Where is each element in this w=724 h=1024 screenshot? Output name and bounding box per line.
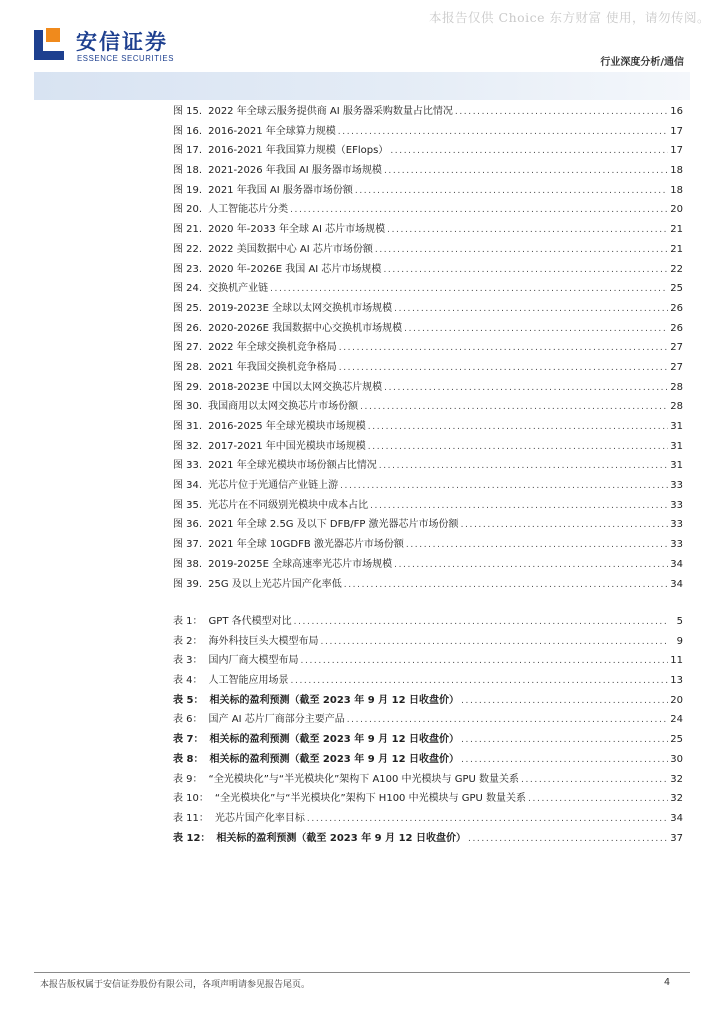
dot-leader — [338, 127, 668, 137]
dot-leader — [344, 580, 669, 590]
entry-number: 表 2： — [173, 635, 203, 647]
entry-page: 33 — [670, 499, 683, 511]
entry-number: 图 37. — [173, 539, 203, 551]
entry-number: 图 25. — [173, 302, 203, 314]
figure-entry[interactable] — [173, 575, 683, 595]
dot-leader — [461, 696, 668, 706]
entry-title: 2016-2021 年全球算力规模 — [208, 125, 336, 137]
dot-leader — [406, 540, 668, 550]
dot-leader — [339, 363, 669, 373]
entry-number: 表 3： — [173, 655, 203, 667]
entry-title: 2022 年全球交换机竞争格局 — [208, 342, 337, 354]
entry-page: 30 — [670, 753, 683, 765]
entry-title: 相关标的盈利预测（截至 2023 年 9 月 12 日收盘价） — [216, 832, 467, 844]
dot-leader — [270, 284, 668, 294]
dot-leader — [461, 735, 668, 745]
dot-leader — [379, 461, 669, 471]
entry-number: 图 28. — [173, 361, 203, 373]
dot-leader — [339, 343, 669, 353]
figure-entry[interactable] — [173, 181, 683, 201]
entry-number: 图 33. — [173, 460, 203, 472]
figure-entry[interactable] — [173, 240, 683, 260]
entry-number: 图 16. — [173, 125, 203, 137]
entry-page: 34 — [670, 812, 683, 824]
footer-divider — [34, 972, 690, 973]
figure-entry[interactable] — [173, 437, 683, 457]
entry-title: 国产 AI 芯片厂商部分主要产品 — [208, 714, 345, 726]
table-entry[interactable] — [173, 829, 683, 849]
entry-page: 22 — [670, 263, 683, 275]
entry-title: “全光模块化”与“半光模块化”架构下 A100 中光模块与 GPU 数量关系 — [208, 773, 520, 785]
dot-leader — [290, 205, 668, 215]
entry-title: 2018-2023E 中国以太网交换芯片规模 — [208, 381, 383, 393]
dot-leader — [390, 146, 668, 156]
entry-title: 人工智能应用场景 — [208, 675, 289, 687]
entry-title: 光芯片在不同级别光模块中成本占比 — [208, 499, 369, 511]
entry-page: 32 — [670, 773, 683, 785]
dot-leader — [461, 520, 669, 530]
dot-leader — [360, 402, 668, 412]
entry-title: 2021 年全球光模块市场份额占比情况 — [208, 460, 377, 472]
entry-page: 18 — [670, 165, 683, 177]
entry-number: 图 18. — [173, 165, 203, 177]
entry-number: 图 21. — [173, 224, 203, 236]
entry-number: 图 35. — [173, 499, 203, 511]
dot-leader — [291, 676, 669, 686]
entry-page: 27 — [670, 361, 683, 373]
entry-page: 26 — [670, 322, 683, 334]
logo-english-name: ESSENCE SECURITIES — [77, 54, 175, 63]
entry-page: 24 — [670, 714, 683, 726]
dot-leader — [394, 560, 668, 570]
dot-leader — [394, 304, 668, 314]
table-entry[interactable] — [173, 671, 683, 691]
entry-page: 31 — [670, 440, 683, 452]
entry-number: 图 24. — [173, 283, 203, 295]
dot-leader — [375, 245, 668, 255]
entry-number: 表 10： — [173, 793, 209, 805]
table-entry[interactable] — [173, 612, 683, 632]
entry-number: 表 12： — [173, 832, 211, 844]
entry-title: 人工智能芯片分类 — [208, 204, 289, 216]
entry-title: 2021 年我国 AI 服务器市场份额 — [208, 184, 353, 196]
entry-title: 相关标的盈利预测（截至 2023 年 9 月 12 日收盘价） — [209, 753, 460, 765]
entry-page: 20 — [670, 204, 683, 216]
table-entry[interactable] — [173, 770, 683, 790]
entry-number: 表 5： — [173, 694, 204, 706]
figure-entry[interactable] — [173, 141, 683, 161]
figure-entry[interactable] — [173, 319, 683, 339]
entry-page: 21 — [670, 224, 683, 236]
entry-page: 20 — [670, 694, 683, 706]
figure-entry[interactable] — [173, 476, 683, 496]
figure-entry[interactable] — [173, 358, 683, 378]
dot-leader — [368, 422, 668, 432]
figure-entry[interactable] — [173, 456, 683, 476]
entry-number: 图 15. — [173, 106, 203, 117]
entry-title: 2022 年全球云服务提供商 AI 服务器采购数量占比情况 — [208, 106, 453, 117]
entry-number: 图 19. — [173, 184, 203, 196]
entry-page: 34 — [670, 578, 683, 590]
entry-number: 图 36. — [173, 519, 203, 531]
entry-title: 光芯片国产化率目标 — [214, 812, 305, 824]
logo-mark-icon — [34, 28, 68, 62]
dot-leader — [384, 383, 668, 393]
dot-leader — [404, 324, 668, 334]
entry-number: 图 39. — [173, 578, 203, 590]
entry-number: 图 23. — [173, 263, 203, 275]
entry-page: 28 — [670, 381, 683, 393]
entry-page: 33 — [670, 519, 683, 531]
entry-page: 11 — [670, 655, 683, 667]
entry-number: 图 17. — [173, 145, 203, 157]
figure-list — [173, 102, 683, 594]
entry-page: 28 — [670, 401, 683, 413]
entry-title: 2017-2021 年中国光模块市场规模 — [208, 440, 366, 452]
figure-entry[interactable] — [173, 122, 683, 142]
figure-entry[interactable] — [173, 397, 683, 417]
dot-leader — [528, 794, 668, 804]
section-label: 行业深度分析/通信 — [600, 57, 684, 68]
dot-leader — [347, 715, 669, 725]
entry-number: 图 22. — [173, 243, 203, 255]
dot-leader — [368, 442, 668, 452]
company-logo — [34, 26, 194, 66]
entry-number: 图 38. — [173, 558, 203, 570]
entry-title: 国内厂商大模型布局 — [208, 655, 299, 667]
entry-page: 9 — [676, 635, 683, 647]
entry-title: 2022 美国数据中心 AI 芯片市场份额 — [208, 243, 373, 255]
table-entry[interactable] — [173, 809, 683, 829]
entry-number: 图 30. — [173, 401, 203, 413]
entry-page: 26 — [670, 302, 683, 314]
entry-title: 2020-2026E 我国数据中心交换机市场规模 — [208, 322, 403, 334]
entry-number: 图 27. — [173, 342, 203, 354]
table-list — [173, 612, 683, 848]
entry-page: 27 — [670, 342, 683, 354]
entry-number: 表 11： — [173, 812, 209, 824]
entry-title: “全光模块化”与“半光模块化”架构下 H100 中光模块与 GPU 数量关系 — [214, 793, 527, 805]
entry-page: 17 — [670, 145, 683, 157]
figure-entry[interactable] — [173, 535, 683, 555]
entry-title: 相关标的盈利预测（截至 2023 年 9 月 12 日收盘价） — [209, 734, 460, 746]
dot-leader — [521, 775, 668, 785]
entry-title: 2021-2026 年我国 AI 服务器市场规模 — [208, 165, 382, 177]
entry-page: 5 — [676, 616, 683, 627]
entry-page: 21 — [670, 243, 683, 255]
figure-entry[interactable] — [173, 279, 683, 299]
figure-entry[interactable] — [173, 161, 683, 181]
entry-title: 2019-2025E 全球高速率光芯片市场规模 — [208, 558, 393, 570]
watermark-text: 本报告仅供 Choice 东方财富 使用，请勿传阅。 — [429, 10, 710, 25]
figure-entry[interactable] — [173, 496, 683, 516]
entry-page: 13 — [670, 675, 683, 687]
entry-page: 31 — [670, 421, 683, 432]
entry-number: 图 20. — [173, 204, 203, 216]
entry-number: 表 7： — [173, 734, 204, 746]
table-entry[interactable] — [173, 730, 683, 750]
entry-page: 17 — [670, 125, 683, 137]
entry-number: 表 8： — [173, 753, 204, 765]
entry-page: 31 — [670, 460, 683, 472]
table-entry[interactable] — [173, 710, 683, 730]
figure-entry[interactable] — [173, 515, 683, 535]
entry-title: 2021 年全球 10GDFB 激光器芯片市场份额 — [208, 539, 404, 551]
entry-page: 25 — [670, 734, 683, 746]
footer-disclaimer: 本报告版权属于安信证券股份有限公司，各项声明请参见报告尾页。 — [40, 980, 311, 990]
entry-number: 表 9： — [173, 773, 203, 785]
entry-title: 我国商用以太网交换芯片市场份额 — [208, 401, 359, 413]
dot-leader — [321, 637, 669, 647]
entry-title: 光芯片位于光通信产业链上游 — [208, 480, 339, 492]
dot-leader — [355, 186, 668, 196]
entry-number: 表 6： — [173, 714, 203, 726]
table-entry[interactable] — [173, 789, 683, 809]
entry-title: 2019-2023E 全球以太网交换机市场规模 — [208, 302, 393, 314]
entry-title: 2021 年全球 2.5G 及以下 DFB/FP 激光器芯片市场份额 — [208, 519, 459, 531]
table-entry[interactable] — [173, 691, 683, 711]
entry-number: 图 31. — [173, 421, 203, 432]
entry-number: 图 26. — [173, 322, 203, 334]
entry-page: 34 — [670, 558, 683, 570]
figure-entry[interactable] — [173, 260, 683, 280]
entry-page: 18 — [670, 184, 683, 196]
entry-page: 25 — [670, 283, 683, 295]
dot-leader — [384, 166, 668, 176]
dot-leader — [461, 755, 668, 765]
entry-title: 25G 及以上光芯片国产化率低 — [208, 578, 342, 590]
logo-chinese-name: 安信证券 — [76, 30, 168, 54]
entry-number: 表 1： — [173, 616, 203, 627]
entry-title: 2020 年-2026E 我国 AI 芯片市场规模 — [208, 263, 382, 275]
figure-entry[interactable] — [173, 102, 683, 122]
entry-title: 2021 年我国交换机竞争格局 — [208, 361, 337, 373]
header-band — [34, 72, 690, 100]
dot-leader — [387, 225, 668, 235]
entry-title: 海外科技巨头大模型布局 — [208, 635, 319, 647]
entry-title: 2020 年-2033 年全球 AI 芯片市场规模 — [208, 224, 386, 236]
entry-title: GPT 各代模型对比 — [208, 616, 292, 627]
entry-number: 图 29. — [173, 381, 203, 393]
dot-leader — [455, 107, 668, 117]
entry-page: 37 — [670, 832, 683, 844]
entry-title: 交换机产业链 — [208, 283, 269, 295]
figure-entry[interactable] — [173, 555, 683, 575]
dot-leader — [383, 265, 668, 275]
entry-page: 33 — [670, 539, 683, 551]
entry-page: 32 — [670, 793, 683, 805]
entry-title: 2016-2025 年全球光模块市场规模 — [208, 421, 366, 432]
table-entry[interactable] — [173, 651, 683, 671]
entry-number: 图 34. — [173, 480, 203, 492]
figure-entry[interactable] — [173, 200, 683, 220]
entry-page: 16 — [670, 106, 683, 117]
dot-leader — [294, 617, 669, 627]
page-number: 4 — [663, 977, 670, 988]
entry-page: 33 — [670, 480, 683, 492]
figure-entry[interactable] — [173, 299, 683, 319]
figure-entry[interactable] — [173, 338, 683, 358]
dot-leader — [370, 501, 668, 511]
table-entry[interactable] — [173, 750, 683, 770]
entry-number: 图 32. — [173, 440, 203, 452]
dot-leader — [468, 834, 668, 844]
dot-leader — [340, 481, 668, 491]
table-entry[interactable] — [173, 632, 683, 652]
figure-entry[interactable] — [173, 417, 683, 437]
entry-title: 相关标的盈利预测（截至 2023 年 9 月 12 日收盘价） — [209, 694, 460, 706]
dot-leader — [301, 656, 669, 666]
entry-title: 2016-2021 年我国算力规模（EFlops） — [208, 145, 389, 157]
figure-entry[interactable] — [173, 220, 683, 240]
dot-leader — [307, 814, 668, 824]
figure-entry[interactable] — [173, 378, 683, 398]
entry-number: 表 4： — [173, 675, 203, 687]
